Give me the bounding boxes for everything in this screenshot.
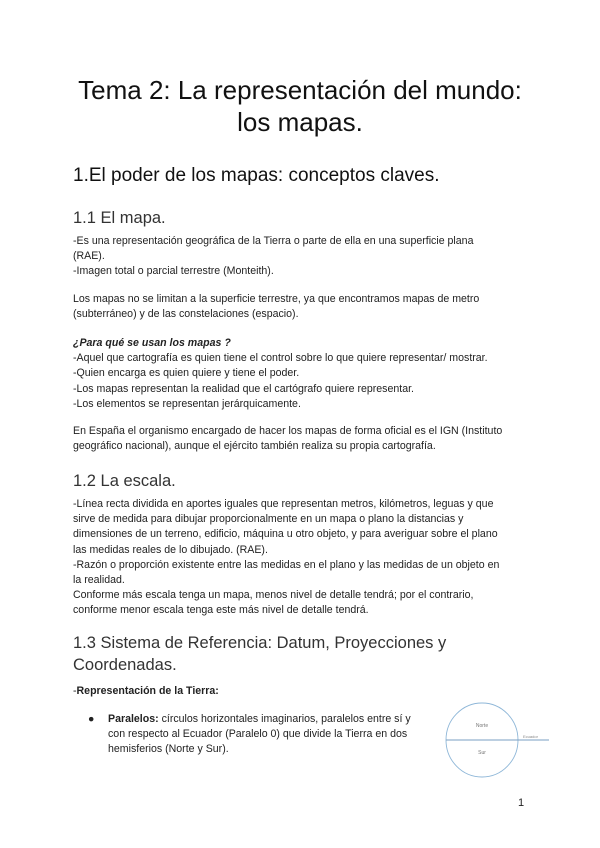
map-definitions [73, 234, 533, 280]
scale-line: dimensiones de un terreno, edificio, máquina u otro objeto, y para averiguar sobre el plano [73, 528, 498, 541]
globe-diagram [445, 700, 550, 780]
section-1-heading: 1.El poder de los mapas: conceptos claves. [73, 165, 440, 186]
scale-line: -Razón o proporción existente entre las medidas en el plano y las medidas de un objeto en [73, 558, 500, 571]
ign-paragraph [73, 424, 533, 454]
map-definition-rae: -Es una representación geográfica de la Tierra o parte de ella en una superficie plana [73, 235, 474, 247]
globe-label-equator: Ecuador [523, 734, 538, 739]
map-use-item: -Los elementos se representan jerárquicamente. [73, 397, 301, 410]
earth-representation-text: Representación de la Tierra: [76, 685, 219, 697]
subsection-1-3-heading-line-2: Coordenadas. [73, 656, 177, 674]
subsection-1-3-heading-line-1: 1.3 Sistema de Referencia: Datum, Proyecciones y [73, 634, 447, 652]
map-uses-block [73, 336, 533, 412]
scale-line: sirve de medida para dibujar proporcionalmente en un mapa o plano la distancias y [73, 513, 464, 526]
bullet-icon: ● [88, 713, 95, 725]
paralelos-desc-1: círculos horizontales imaginarios, paralelos entre sí y [158, 713, 411, 725]
scale-line: Conforme más escala tenga un mapa, menos nivel de detalle tendrá; por el contrario, [73, 589, 474, 602]
map-use-item: -Aquel que cartografía es quien tiene el control sobre lo que quiere representar/ mostrar. [73, 352, 488, 365]
map-definition-rae-cont: (RAE). [73, 250, 105, 263]
page-title [40, 74, 560, 138]
subsection-1-3-heading [73, 632, 446, 676]
map-scope-paragraph [73, 292, 533, 322]
map-uses-question: ¿Para qué se usan los mapas ? [73, 337, 231, 349]
scale-line: conforme menor escala tenga este más nivel de detalle tendrá. [73, 604, 369, 617]
title-line-1: Tema 2: La representación del mundo: [78, 75, 522, 105]
map-scope-line-1: Los mapas no se limitan a la superficie terrestre, ya que encontramos mapas de metro [73, 293, 480, 305]
title-line-2: los mapas. [237, 107, 363, 137]
globe-label-north: Norte [475, 723, 489, 729]
earth-representation-label [73, 684, 533, 699]
paralelos-desc-3: hemisferios (Norte y Sur). [108, 743, 229, 756]
page-number: 1 [518, 797, 525, 809]
map-use-item: -Los mapas representan la realidad que el cartógrafo quiere representar. [73, 382, 414, 395]
subsection-1-1-heading: 1.1 El mapa. [73, 209, 166, 227]
map-scope-line-2: (subterráneo) y de las constelaciones (espacio). [73, 308, 299, 321]
ign-line-1: En España el organismo encargado de hacer los mapas de forma oficial es el IGN (Instituto [73, 425, 503, 437]
scale-line: -Línea recta dividida en aportes iguales que representan metros, kilómetros, leguas y que [73, 498, 494, 510]
scale-line: la realidad. [73, 574, 125, 587]
paralelos-text [108, 712, 428, 758]
paralelos-term: Paralelos: [108, 713, 159, 725]
scale-paragraph [73, 497, 533, 619]
map-use-item: -Quien encarga es quien quiere y tiene el poder. [73, 367, 300, 380]
scale-line: las medidas reales de lo dibujado. (RAE). [73, 543, 268, 556]
paralelos-desc-2: con respecto al Ecuador (Paralelo 0) que divide la Tierra en dos [108, 728, 408, 741]
ign-line-2: geográfico nacional), aunque el ejército también realiza su propia cartografía. [73, 440, 436, 453]
globe-label-south: Sur [478, 750, 486, 756]
subsection-1-2-heading: 1.2 La escala. [73, 472, 176, 490]
map-definition-monteith: -Imagen total o parcial terrestre (Monteith). [73, 265, 274, 278]
earth-representation-dash: - [73, 685, 77, 697]
